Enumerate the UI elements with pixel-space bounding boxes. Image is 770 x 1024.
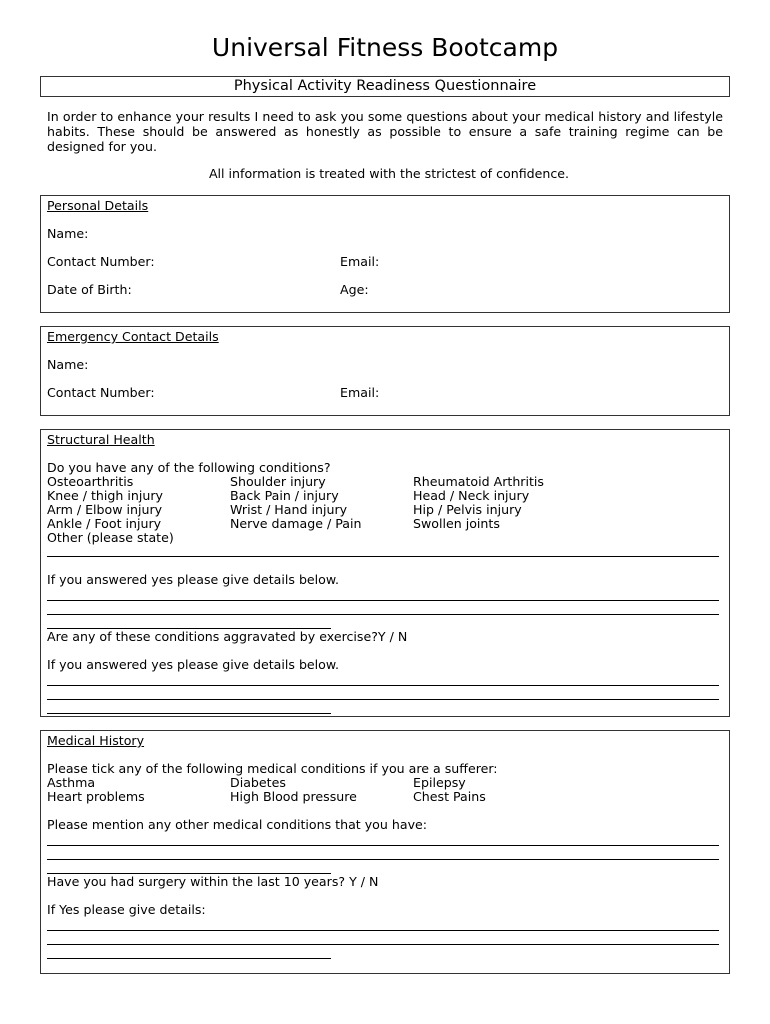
condition-item: Nerve damage / Pain bbox=[230, 516, 362, 531]
emergency-contact-section bbox=[40, 326, 730, 416]
personal-contact-label: Contact Number: bbox=[47, 254, 155, 269]
other-condition-line[interactable] bbox=[47, 556, 719, 557]
structural-details-line[interactable] bbox=[47, 614, 719, 615]
other-medical-line[interactable] bbox=[47, 845, 719, 846]
emergency-contact-label: Contact Number: bbox=[47, 385, 155, 400]
medical-condition-item: High Blood pressure bbox=[230, 789, 357, 804]
condition-item: Ankle / Foot injury bbox=[47, 516, 162, 531]
structural-question: Do you have any of the following conditions? bbox=[47, 460, 331, 475]
medical-condition-item: Epilepsy bbox=[413, 775, 466, 790]
condition-item: Knee / thigh injury bbox=[47, 488, 163, 503]
confidentiality-note: All information is treated with the strictest of confidence. bbox=[208, 166, 570, 181]
structural-health-section bbox=[40, 429, 730, 717]
emergency-email-label: Email: bbox=[340, 385, 380, 400]
aggravated-details-prompt: If you answered yes please give details below. bbox=[47, 657, 340, 672]
medical-condition-item: Diabetes bbox=[230, 775, 286, 790]
other-medical-prompt: Please mention any other medical conditions that you have: bbox=[47, 817, 428, 832]
emergency-contact-heading: Emergency Contact Details bbox=[47, 329, 219, 344]
aggravated-question: Are any of these conditions aggravated by exercise?Y / N bbox=[47, 629, 408, 644]
personal-email-label: Email: bbox=[340, 254, 380, 269]
structural-health-heading: Structural Health bbox=[47, 432, 155, 447]
surgery-details-line[interactable] bbox=[47, 958, 331, 959]
personal-age-label: Age: bbox=[340, 282, 369, 297]
emergency-name-label: Name: bbox=[47, 357, 89, 372]
intro-paragraph: In order to enhance your results I need to ask you some questions about your medical history and lifestyle habits. These should be answered as honestly as possible to ensure a safe training regime can be designed for you. bbox=[47, 109, 723, 154]
surgery-details-line[interactable] bbox=[47, 930, 719, 931]
aggravated-details-line[interactable] bbox=[47, 713, 331, 714]
aggravated-details-line[interactable] bbox=[47, 699, 719, 700]
other-medical-line[interactable] bbox=[47, 859, 719, 860]
page-title: Universal Fitness Bootcamp bbox=[211, 33, 559, 62]
personal-details-heading: Personal Details bbox=[47, 198, 149, 213]
medical-history-heading: Medical History bbox=[47, 733, 145, 748]
questionnaire-subtitle: Physical Activity Readiness Questionnaire bbox=[40, 76, 730, 97]
surgery-details-prompt: If Yes please give details: bbox=[47, 902, 206, 917]
condition-item: Hip / Pelvis injury bbox=[413, 502, 522, 517]
medical-condition-item: Heart problems bbox=[47, 789, 145, 804]
condition-item: Head / Neck injury bbox=[413, 488, 530, 503]
condition-item: Wrist / Hand injury bbox=[230, 502, 348, 517]
surgery-question: Have you had surgery within the last 10 years? Y / N bbox=[47, 874, 379, 889]
personal-dob-label: Date of Birth: bbox=[47, 282, 132, 297]
personal-name-label: Name: bbox=[47, 226, 89, 241]
condition-item: Back Pain / injury bbox=[230, 488, 339, 503]
structural-details-line[interactable] bbox=[47, 600, 719, 601]
condition-item: Osteoarthritis bbox=[47, 474, 134, 489]
surgery-details-line[interactable] bbox=[47, 944, 719, 945]
medical-condition-item: Asthma bbox=[47, 775, 96, 790]
condition-item: Shoulder injury bbox=[230, 474, 326, 489]
medical-instruction: Please tick any of the following medical conditions if you are a sufferer: bbox=[47, 761, 498, 776]
personal-details-section bbox=[40, 195, 730, 313]
condition-item: Rheumatoid Arthritis bbox=[413, 474, 544, 489]
condition-item: Arm / Elbow injury bbox=[47, 502, 163, 517]
other-condition-label: Other (please state) bbox=[47, 530, 174, 545]
aggravated-details-line[interactable] bbox=[47, 685, 719, 686]
medical-history-section bbox=[40, 730, 730, 974]
structural-details-prompt: If you answered yes please give details below. bbox=[47, 572, 340, 587]
medical-condition-item: Chest Pains bbox=[413, 789, 486, 804]
condition-item: Swollen joints bbox=[413, 516, 500, 531]
